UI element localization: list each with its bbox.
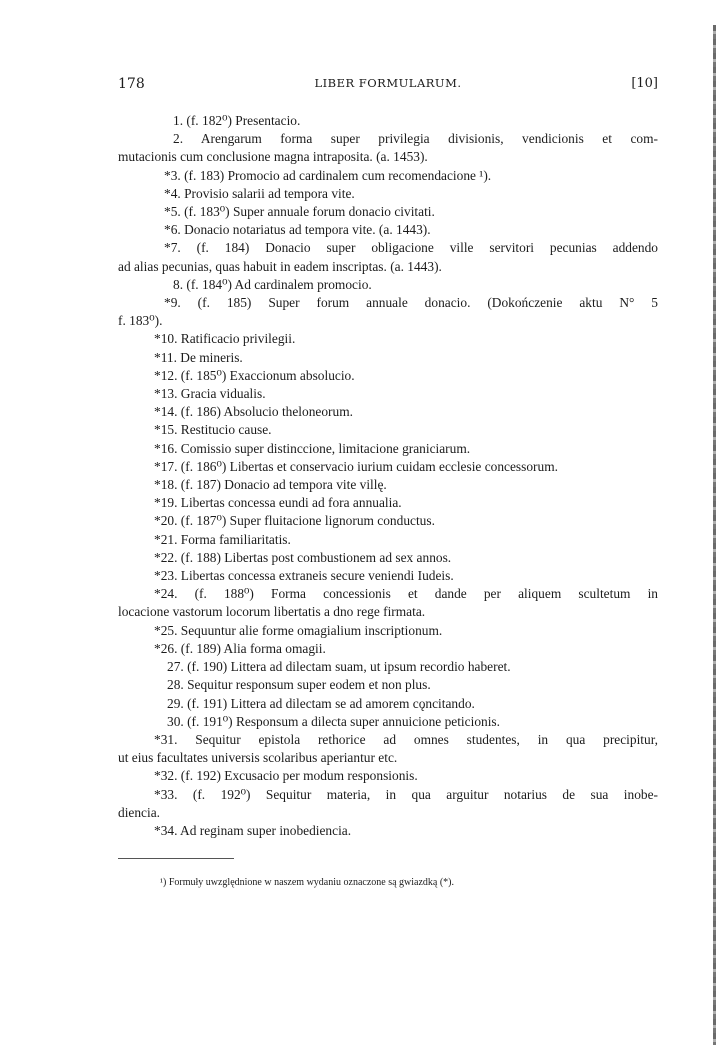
entry-first-line: *11. De mineris. — [154, 349, 243, 365]
formula-list — [118, 112, 658, 840]
entry-continuation-line: locacione vastorum locorum libertatis a dno rege firmata. — [118, 604, 426, 620]
entry-first-line: *13. Gracia vidualis. — [154, 386, 266, 402]
formula-entry — [118, 167, 658, 185]
entry-first-line: *33. (f. 192⁰) Sequitur materia, in qua arguitur notarius de sua inobe- — [154, 786, 658, 802]
formula-entry — [118, 713, 658, 731]
formula-entry — [118, 640, 658, 658]
running-header — [118, 76, 658, 94]
formula-entry — [118, 330, 658, 348]
entry-continuation-line: mutacionis cum conclusione magna intraposita. (a. 1453). — [118, 149, 428, 165]
entry-first-line: *16. Comissio super distinccione, limitacione graniciarum. — [154, 440, 471, 456]
formula-entry — [118, 221, 658, 239]
formula-entry — [118, 658, 658, 676]
entry-first-line: *7. (f. 184) Donacio super obligacione ville servitori pecunias addendo — [164, 240, 658, 256]
formula-entry — [118, 767, 658, 785]
formula-entry — [118, 130, 658, 166]
entry-first-line: *26. (f. 189) Alia forma omagii. — [154, 640, 326, 656]
entry-first-line: 30. (f. 191⁰) Responsum a dilecta super annuicione peticionis. — [167, 713, 500, 729]
running-title: LIBER FORMULARUM. — [314, 76, 462, 90]
section-number: [10] — [631, 76, 658, 91]
entry-first-line: *15. Restitucio cause. — [154, 422, 272, 438]
entry-first-line: *12. (f. 185⁰) Exaccionum absolucio. — [154, 367, 355, 383]
formula-entry — [118, 786, 658, 822]
formula-entry — [118, 185, 658, 203]
formula-entry — [118, 349, 658, 367]
formula-entry — [118, 512, 658, 530]
formula-entry — [118, 531, 658, 549]
formula-entry — [118, 294, 658, 330]
formula-entry — [118, 440, 658, 458]
formula-entry — [118, 585, 658, 621]
formula-entry — [118, 622, 658, 640]
entry-continuation-line: f. 183⁰). — [118, 313, 163, 329]
formula-entry — [118, 822, 658, 840]
entry-continuation-line: diencia. — [118, 804, 161, 820]
entry-first-line: *17. (f. 186⁰) Libertas et conservacio iurium cuidam ecclesie concessorum. — [154, 458, 558, 474]
entry-first-line: 28. Sequitur responsum super eodem et non plus. — [167, 677, 431, 693]
entry-first-line: *4. Provisio salarii ad tempora vite. — [164, 185, 355, 201]
formula-entry — [118, 458, 658, 476]
formula-entry — [118, 676, 658, 694]
entry-first-line: *23. Libertas concessa extraneis secure veniendi Iudeis. — [154, 568, 454, 584]
entry-first-line: *18. (f. 187) Donacio ad tempora vite villę. — [154, 477, 387, 493]
entry-first-line: 1. (f. 182⁰) Presentacio. — [173, 113, 301, 128]
entry-first-line: *24. (f. 188⁰) Forma concessionis et dande per aliquem scultetum in — [154, 586, 658, 602]
entry-first-line: *31. Sequitur epistola rethorice ad omnes studentes, in qua precipitur, — [154, 731, 658, 747]
entry-first-line: *3. (f. 183) Promocio ad cardinalem cum recomendacione ¹). — [164, 167, 492, 183]
entry-first-line: *6. Donacio notariatus ad tempora vite. (a. 1443). — [164, 222, 431, 238]
formula-entry — [118, 567, 658, 585]
entry-first-line: 29. (f. 191) Littera ad dilectam se ad amorem cǫncitando. — [167, 695, 475, 711]
footnote: ¹) Formuły uwzględnione w naszem wydaniu oznaczone są gwiazdką (*). — [160, 877, 455, 888]
entry-first-line: *25. Sequuntur alie forme omagialium inscriptionum. — [154, 622, 443, 638]
formula-entry — [118, 421, 658, 439]
formula-entry — [118, 549, 658, 567]
footnote-rule — [118, 858, 234, 859]
entry-first-line: *32. (f. 192) Excusacio per modum responsionis. — [154, 768, 418, 784]
formula-entry — [118, 494, 658, 512]
page-number: 178 — [118, 76, 145, 92]
formula-entry — [118, 367, 658, 385]
entry-first-line: *21. Forma familiaritatis. — [154, 531, 291, 547]
formula-entry — [118, 276, 658, 294]
entry-first-line: *10. Ratificacio privilegii. — [154, 331, 296, 347]
formula-entry — [118, 203, 658, 221]
entry-first-line: *5. (f. 183⁰) Super annuale forum donacio civitati. — [164, 204, 435, 220]
entry-first-line: *14. (f. 186) Absolucio theloneorum. — [154, 404, 353, 420]
entry-continuation-line: ut eius facultates universis scolaribus aperiantur etc. — [118, 750, 398, 766]
entry-first-line: 27. (f. 190) Littera ad dilectam suam, ut ipsum recordio haberet. — [167, 659, 511, 675]
entry-first-line: 8. (f. 184⁰) Ad cardinalem promocio. — [173, 276, 372, 292]
formula-entry — [118, 476, 658, 494]
formula-entry — [118, 112, 658, 130]
entry-first-line: *19. Libertas concessa eundi ad fora annualia. — [154, 495, 402, 511]
entry-continuation-line: ad alias pecunias, quas habuit in eadem inscriptas. (a. 1443). — [118, 258, 442, 274]
formula-entry — [118, 403, 658, 421]
formula-entry — [118, 385, 658, 403]
entry-first-line: 2. Arengarum forma super privilegia divisionis, vendicionis et com- — [173, 131, 658, 147]
entry-first-line: *34. Ad reginam super inobediencia. — [154, 822, 352, 838]
scan-edge — [713, 25, 716, 1045]
formula-entry — [118, 695, 658, 713]
entry-first-line: *22. (f. 188) Libertas post combustionem ad sex annos. — [154, 549, 452, 565]
entry-first-line: *20. (f. 187⁰) Super fluitacione lignorum conductus. — [154, 513, 435, 529]
entry-first-line: *9. (f. 185) Super forum annuale donacio. (Dokończenie aktu N° 5 — [164, 295, 658, 311]
formula-entry — [118, 731, 658, 767]
formula-entry — [118, 239, 658, 275]
